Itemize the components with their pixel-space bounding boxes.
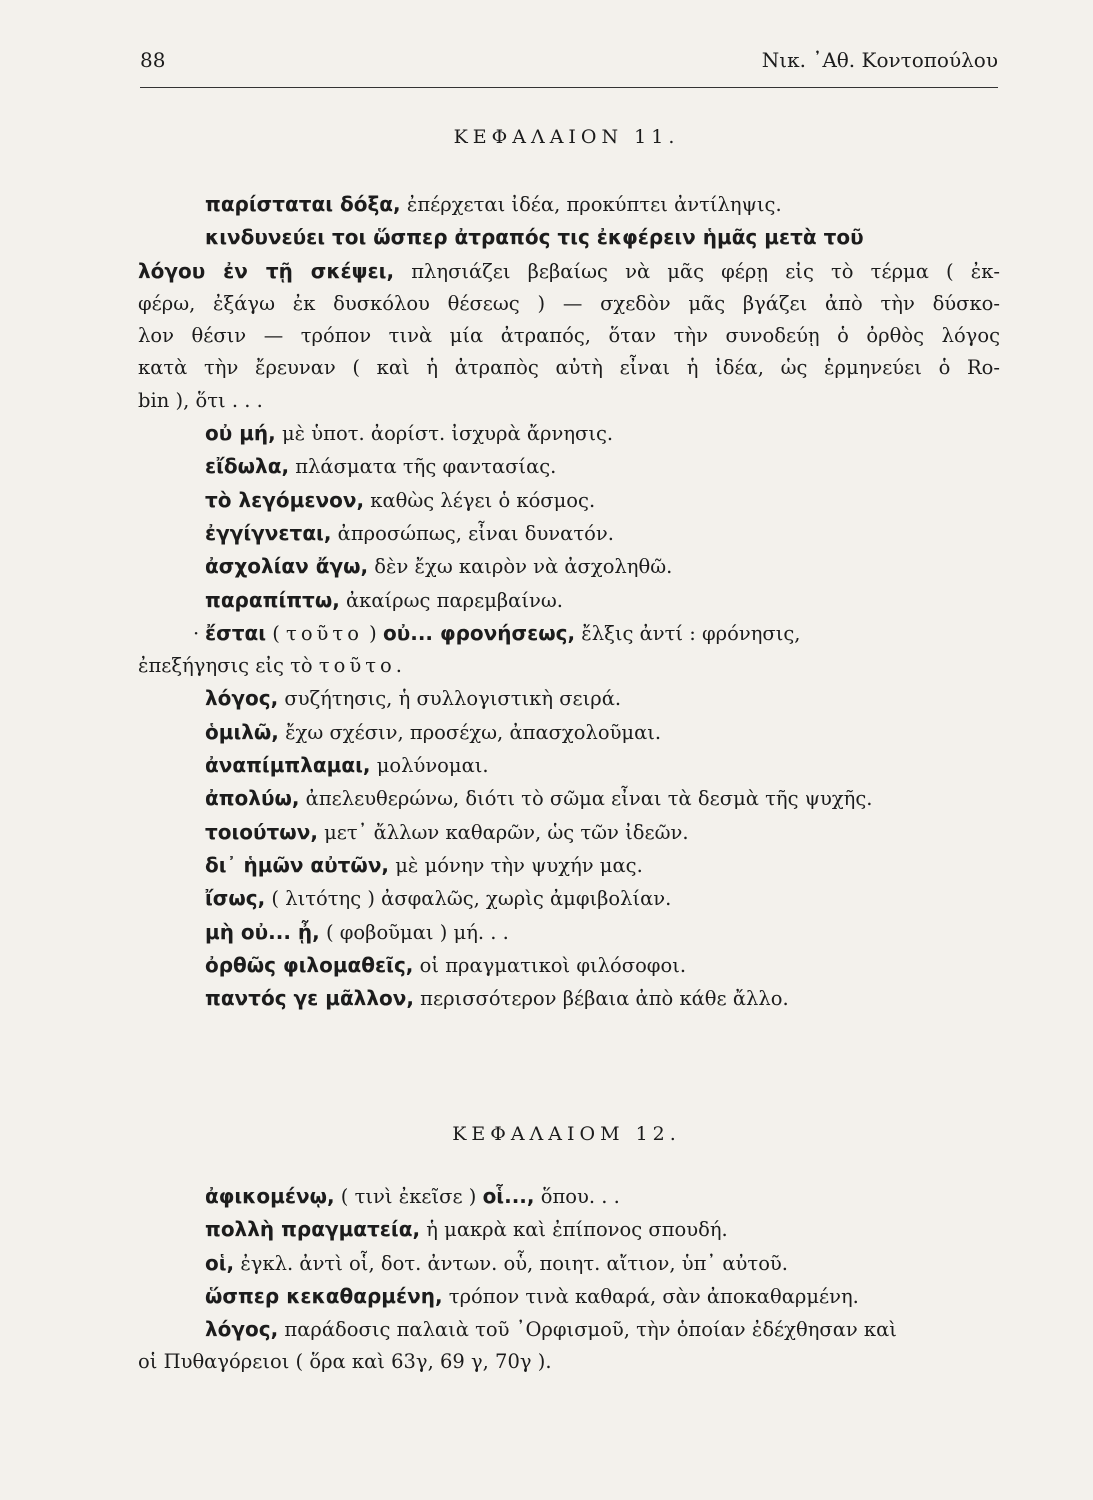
page-header <box>140 48 998 84</box>
gloss-line <box>138 617 1000 650</box>
gloss-term: λόγου ἐν τῇ σκέψει, <box>138 258 395 283</box>
running-head: Νικ. ᾿Αθ. Κοντοπούλου <box>761 48 998 72</box>
gloss-term: ὁμιλῶ, <box>205 719 279 744</box>
spaced-word: τοῦτο <box>286 621 363 645</box>
gloss-text: ἐγκλ. ἀντὶ οἷ, δοτ. ἀντων. οὗ, ποιητ. αἴτιον, ὑπ᾽ αὐτοῦ. <box>234 1251 788 1275</box>
gloss-line <box>138 188 1000 221</box>
gloss-line: φέρω, ἐξάγω ἐκ δυσκόλου θέσεως ) — σχεδὸν μᾶς βγάζει ἀπὸ τὴν δύσκο- <box>138 291 1000 315</box>
gloss-text: ὅπου. . . <box>534 1185 620 1208</box>
gloss-line: bin ), ὅτι . . . <box>138 388 263 412</box>
stray-dot: · <box>193 621 200 645</box>
gloss-line <box>138 255 1000 288</box>
gloss-text: δὲν ἔχω καιρὸν νὰ ἀσχοληθῶ. <box>368 555 673 579</box>
gloss-text: παράδοσις παλαιὰ τοῦ ᾿Ορφισμοῦ, τὴν ὁποίαν ἐδέχθησαν καὶ <box>278 1318 897 1342</box>
gloss-term: οἷ..., <box>482 1184 535 1208</box>
gloss-text: ( τινὶ ἐκεῖσε ) <box>334 1185 483 1208</box>
gloss-text: ἔχω σχέσιν, προσέχω, ἀπασχολοῦμαι. <box>278 720 662 744</box>
gloss-term: ἀσχολίαν ἄγω, <box>205 554 369 579</box>
gloss-text: ἀκαίρως παρεμβαίνω. <box>339 588 563 612</box>
gloss-term: τὸ λεγόμενον, <box>205 487 365 512</box>
gloss-term: δι᾽ ἡμῶν αὐτῶν, <box>205 852 390 877</box>
gloss-term: οἱ, <box>205 1250 235 1275</box>
gloss-text: ἡ μακρὰ καὶ ἐπίπονος σπουδή. <box>420 1218 728 1242</box>
gloss-term: εἴδωλα, <box>205 454 290 479</box>
gloss-text: πλάσματα τῆς φαντασίας. <box>289 455 557 479</box>
gloss-term: λόγος, <box>205 1317 279 1342</box>
chapter-11-glossary <box>138 188 1000 1015</box>
gloss-text: μὲ ὑποτ. ἀορίστ. ἰσχυρὰ ἄρνησις. <box>275 422 614 446</box>
chapter-12-heading: ΚΕΦΑΛΑΙΟΜ 12. <box>452 1123 681 1145</box>
gloss-line <box>138 484 1000 517</box>
gloss-term: λόγος, <box>205 686 279 711</box>
gloss-line <box>138 882 1000 915</box>
gloss-line: κατὰ τὴν ἔρευναν ( καὶ ἡ ἀτραπὸς αὐτὴ εἶναι ἡ ἰδέα, ὡς ἑρμηνεύει ὁ Ro- <box>138 356 1000 380</box>
gloss-text: συζήτησις, ἡ συλλογιστικὴ σειρά. <box>278 687 622 711</box>
gloss-term: ἀναπίμπλαμαι, <box>205 753 371 778</box>
gloss-line <box>138 517 1000 550</box>
gloss-line: οἱ Πυθαγόρειοι ( ὅρα καὶ 63γ, 69 γ, 70γ ). <box>138 1350 552 1374</box>
page-number: 88 <box>140 48 166 72</box>
gloss-line <box>138 417 1000 450</box>
gloss-text: μετ᾽ ἄλλων καθαρῶν, ὡς τῶν ἰδεῶν. <box>317 820 689 844</box>
gloss-text: . <box>395 654 402 678</box>
gloss-text: καθὼς λέγει ὁ κόσμος. <box>364 488 596 512</box>
gloss-text: μὲ μόνην τὴν ψυχήν μας. <box>389 853 643 877</box>
gloss-line <box>138 550 1000 583</box>
gloss-line <box>138 682 1000 715</box>
gloss-term: πολλὴ πραγματεία, <box>205 1217 421 1242</box>
gloss-line <box>138 450 1000 483</box>
chapter-11-heading: ΚΕΦΑΛΑΙΟΝ 11. <box>453 126 680 148</box>
gloss-text: πλησιάζει βεβαίως νὰ μᾶς φέρῃ εἰς τὸ τέρμα ( ἐκ- <box>394 259 1001 283</box>
gloss-term: ἔσται <box>205 620 267 645</box>
gloss-text: ἐπεξήγησις εἰς τὸ <box>138 654 319 678</box>
gloss-term: ἴσως, <box>205 886 266 911</box>
gloss-text: ἔλξις ἀντί : φρόνησις, <box>575 621 801 645</box>
gloss-line <box>138 584 1000 617</box>
gloss-line <box>138 1213 1000 1246</box>
gloss-term: ὥσπερ κεκαθαρμένη, <box>205 1283 443 1308</box>
gloss-text: ) <box>362 621 383 645</box>
gloss-term: ὀρθῶς φιλομαθεῖς, <box>205 952 414 977</box>
gloss-text: περισσότερον βέβαια ἀπὸ κάθε ἄλλο. <box>413 987 789 1011</box>
gloss-term: κινδυνεύει τοι ὥσπερ ἀτραπός τις ἐκφέρειν ἡμᾶς μετὰ τοῦ <box>205 225 864 250</box>
gloss-line <box>138 1247 1000 1280</box>
gloss-term: παντός γε μᾶλλον, <box>205 986 414 1011</box>
gloss-line <box>138 1180 1000 1213</box>
gloss-term: ἀπολύω, <box>205 786 300 811</box>
gloss-text: ἀπροσώπως, εἶναι δυνατόν. <box>331 521 614 545</box>
gloss-term: οὐ... φρονήσεως, <box>382 620 576 645</box>
gloss-line <box>138 716 1000 749</box>
gloss-term: ἀφικομένῳ, <box>205 1184 335 1208</box>
gloss-term: παρίσταται δόξα, <box>205 192 401 216</box>
gloss-text: ( λιτότης ) ἀσφαλῶς, χωρὶς ἀμφιβολίαν. <box>265 887 672 911</box>
gloss-term: ἐγγίγνεται, <box>205 520 332 545</box>
chapter-12-glossary <box>138 1180 1000 1379</box>
gloss-line <box>138 916 1000 949</box>
gloss-text: ( φοβοῦμαι ) μή. . . <box>319 920 509 944</box>
gloss-line <box>138 782 1000 815</box>
spaced-word: τοῦτο <box>318 654 396 678</box>
gloss-text: ἐπέρχεται ἰδέα, προκύπτει ἀντίληψις. <box>400 193 782 216</box>
gloss-line: λον θέσιν — τρόπον τινὰ μία ἀτραπός, ὅταν τὴν συνοδεύῃ ὁ ὀρθὸς λόγος <box>138 324 1000 348</box>
gloss-line <box>138 221 1000 254</box>
header-rule <box>140 87 998 88</box>
gloss-text: οἱ πραγματικοὶ φιλόσοφοι. <box>413 953 687 977</box>
gloss-term: οὐ μή, <box>205 421 276 446</box>
gloss-line <box>138 949 1000 982</box>
gloss-term: μὴ οὐ... ᾖ, <box>205 919 320 944</box>
gloss-line <box>138 982 1000 1015</box>
gloss-text: ( <box>266 621 287 645</box>
gloss-term: παραπίπτω, <box>205 587 340 612</box>
gloss-term: τοιούτων, <box>205 819 318 844</box>
gloss-line <box>138 816 1000 849</box>
gloss-text: μολύνομαι. <box>370 754 489 778</box>
gloss-text: ἀπελευθερώνω, διότι τὸ σῶμα εἶναι τὰ δεσμὰ τῆς ψυχῆς. <box>299 787 873 811</box>
gloss-line <box>138 1313 1000 1346</box>
gloss-line <box>138 849 1000 882</box>
gloss-line <box>138 650 1000 682</box>
gloss-text: τρόπον τινὰ καθαρά, σὰν ἀποκαθαρμένη. <box>442 1284 859 1308</box>
gloss-line <box>138 1280 1000 1313</box>
gloss-line <box>138 749 1000 782</box>
